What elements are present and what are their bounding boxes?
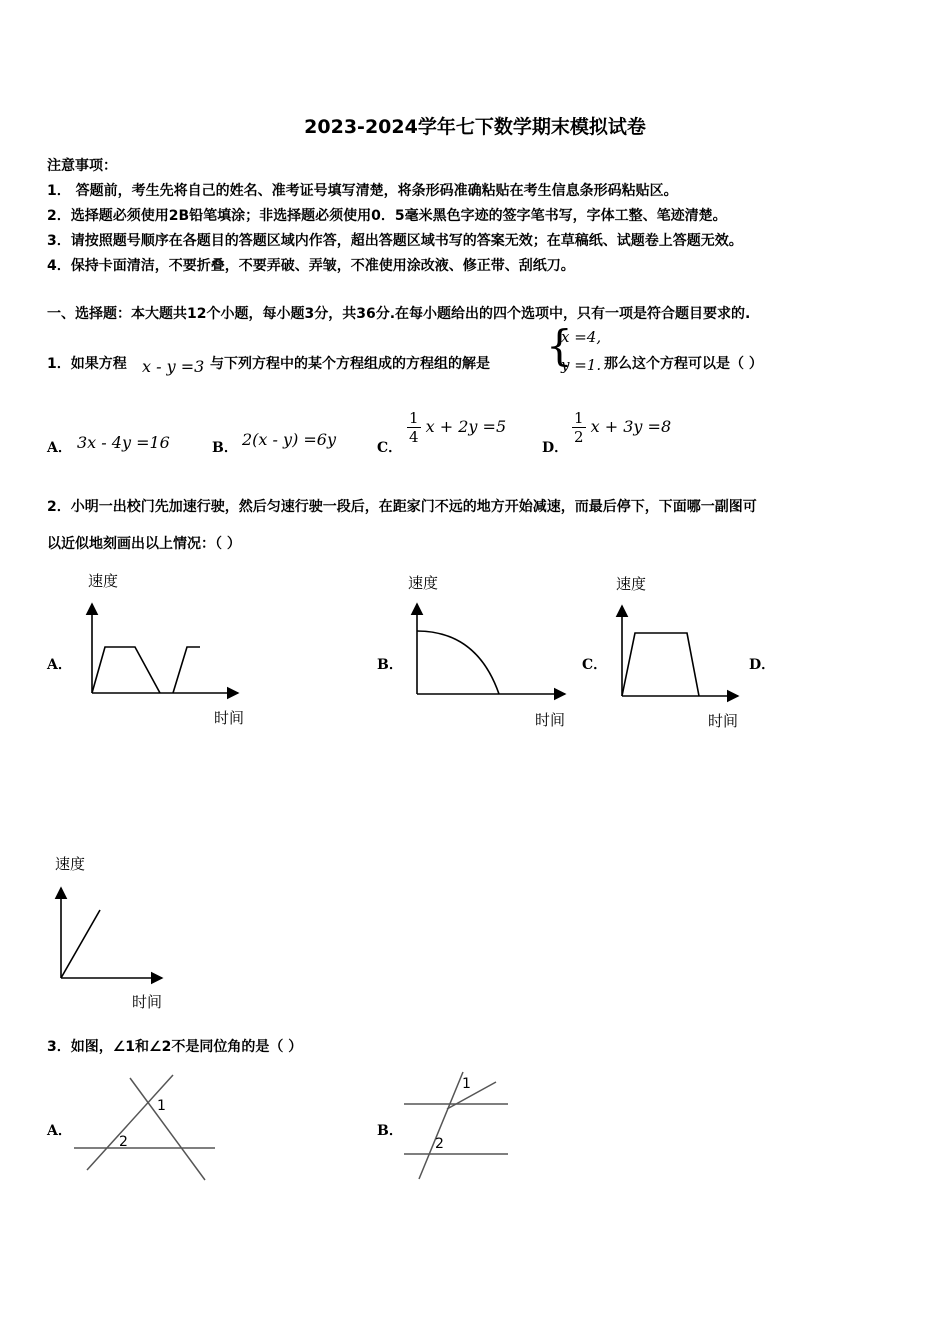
q2-option-c-label[interactable]: C． xyxy=(582,657,608,673)
notice-item: 4．保持卡面清洁，不要折叠，不要弄破、弄皱，不准使用涂改液、修正带、刮纸刀。 xyxy=(47,258,575,274)
speed-curve xyxy=(92,647,160,693)
q1-option-d-expr: $\frac{1}{2}$ x + 3y =8 xyxy=(574,409,672,446)
notice-item: 2．选择题必须使用2B铅笔填涂；非选择题必须使用0．5毫米黑色字迹的签字笔书写，字体工整、笔迹清楚。 xyxy=(47,208,727,224)
speed-time-graph-b xyxy=(405,568,585,733)
system-brace: { xyxy=(546,321,573,370)
q2-option-b-label[interactable]: B． xyxy=(377,657,403,673)
speed-time-graph-a xyxy=(80,568,260,733)
q1-system-line: y =1. xyxy=(561,356,602,374)
axis-label-x: 时间 xyxy=(708,712,739,730)
section-heading: 一、选择题：本大题共12个小题，每小题3分，共36分.在每小题给出的四个选项中，只有一项是符合题目要求的. xyxy=(47,306,751,322)
q1-option-b-expr: 2(x - y) =6y xyxy=(242,430,337,449)
q1-option-a-expr: 3x - 4y =16 xyxy=(77,433,170,452)
q1-middle: 与下列方程中的某个方程组成的方程组的解是 xyxy=(210,356,490,372)
line xyxy=(447,1082,496,1109)
speed-time-graph-d xyxy=(50,850,190,1015)
line xyxy=(419,1072,463,1179)
fraction: $\frac{1}{4}$ xyxy=(409,409,419,446)
q2-stem: 2．小明一出校门先加速行驶，然后匀速行驶一段后，在距家门不远的地方开始减速，而最后停下，下面哪一副图可 xyxy=(47,499,757,515)
q1-option-a-label[interactable]: A． xyxy=(47,440,72,456)
q1-option-c-label[interactable]: C． xyxy=(377,440,403,456)
fraction: $\frac{1}{2}$ xyxy=(574,409,584,446)
line xyxy=(130,1078,205,1180)
angle-label-1: 1 xyxy=(462,1076,471,1092)
notice-heading: 注意事项： xyxy=(47,158,117,174)
speed-curve xyxy=(622,633,699,696)
q1-prefix: 1．如果方程 xyxy=(47,356,127,372)
q2-option-a-label[interactable]: A． xyxy=(47,657,72,673)
angle-label-2: 2 xyxy=(435,1136,444,1152)
notice-item: 1． 答题前，考生先将自己的姓名、准考证号填写清楚，将条形码准确粘贴在考生信息条形码粘贴区。 xyxy=(47,183,678,199)
q3-option-b-label[interactable]: B． xyxy=(377,1123,403,1139)
axis-label-x: 时间 xyxy=(214,709,245,727)
q1-equation: x - y =3 xyxy=(142,357,205,376)
q1-option-c-expr: $\frac{1}{4}$ x + 2y =5 xyxy=(409,409,507,446)
q1-system-line: x =4, xyxy=(561,328,602,346)
axis-label-y: 速度 xyxy=(408,574,439,592)
angle-label-1: 1 xyxy=(157,1098,166,1114)
speed-curve xyxy=(173,647,200,693)
q1-suffix: 那么这个方程可以是（ ） xyxy=(604,356,763,372)
q3-stem: 3．如图，∠1和∠2不是同位角的是（ ） xyxy=(47,1039,303,1055)
axis-label-y: 速度 xyxy=(616,575,647,593)
page-title: 2023-2024学年七下数学期末模拟试卷 xyxy=(304,116,646,138)
q2-stem: 以近似地刻画出以上情况：（ ） xyxy=(47,536,241,552)
q1-option-b-label[interactable]: B． xyxy=(212,440,238,456)
q3-option-a-label[interactable]: A． xyxy=(47,1123,72,1139)
q2-option-d-label[interactable]: D． xyxy=(749,657,776,673)
speed-curve xyxy=(417,631,499,694)
speed-curve xyxy=(61,910,100,978)
q1-option-d-label[interactable]: D． xyxy=(542,440,569,456)
axis-label-x: 时间 xyxy=(132,993,163,1011)
line xyxy=(87,1075,173,1170)
axis-label-y: 速度 xyxy=(55,855,86,873)
angle-figure-a xyxy=(70,1070,220,1185)
angle-label-2: 2 xyxy=(119,1134,128,1150)
speed-time-graph-c xyxy=(610,570,790,735)
angle-figure-b xyxy=(400,1062,515,1187)
notice-item: 3．请按照题号顺序在各题目的答题区域内作答，超出答题区域书写的答案无效；在草稿纸、试题卷上答题无效。 xyxy=(47,233,743,249)
axis-label-x: 时间 xyxy=(535,711,566,729)
axis-label-y: 速度 xyxy=(88,572,119,590)
